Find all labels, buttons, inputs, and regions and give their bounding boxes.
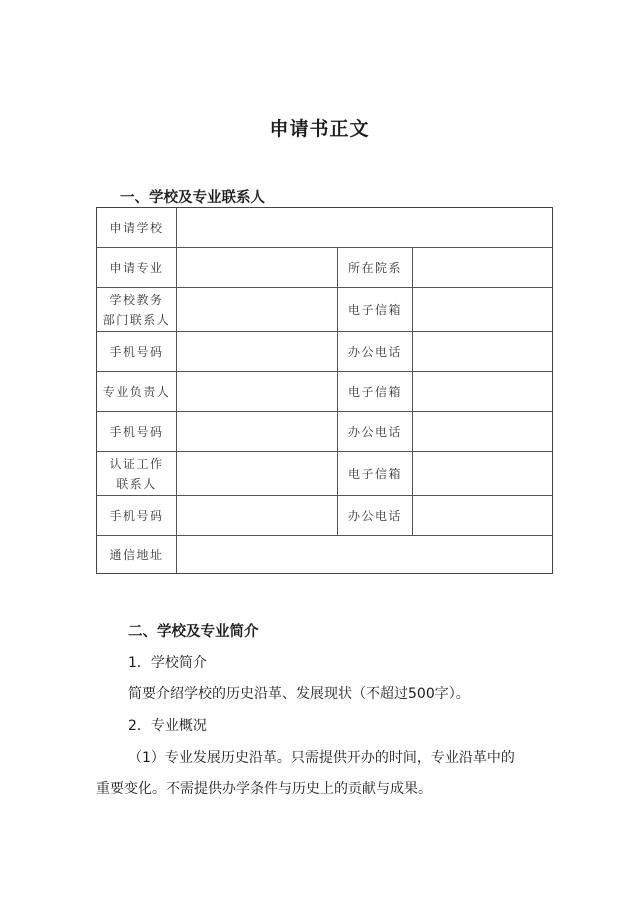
- mobile-label-1: 手机号码: [109, 344, 164, 359]
- college-label: 所在院系: [347, 260, 402, 275]
- mobile-label-3: 手机号码: [109, 508, 164, 523]
- sub1-text: 简要介绍学校的历史沿革、发展现状（不超过500字）。: [128, 686, 470, 702]
- office-phone-label-2: 办公电话: [347, 424, 402, 439]
- office-phone-field-3[interactable]: [413, 496, 552, 535]
- sub2-heading: 2．专业概况: [128, 718, 207, 734]
- sub2-text-line1: （1）专业发展历史沿革。只需提供开办的时间，专业沿革中的: [128, 750, 515, 766]
- office-phone-field-2[interactable]: [413, 412, 552, 451]
- mobile-field-3[interactable]: [177, 496, 337, 535]
- office-phone-label-3: 办公电话: [347, 508, 402, 523]
- major-field[interactable]: [177, 248, 337, 287]
- email-field-3[interactable]: [413, 452, 552, 495]
- sub1-heading: 1．学校简介: [128, 655, 207, 671]
- academic-contact-label: 学校教务 部门联系人: [102, 292, 171, 327]
- section1-heading: 一、学校及专业联系人: [120, 190, 265, 206]
- email-label-3: 电子信箱: [347, 466, 402, 481]
- cert-contact-field[interactable]: [177, 452, 337, 495]
- cert-contact-label: 认证工作 联系人: [109, 456, 164, 491]
- sub2-text-line2: 重要变化。不需提供办学条件与历史上的贡献与成果。: [96, 781, 432, 797]
- college-field[interactable]: [413, 248, 552, 287]
- email-label-1: 电子信箱: [347, 302, 402, 317]
- office-phone-label-1: 办公电话: [347, 344, 402, 359]
- academic-contact-field[interactable]: [177, 288, 337, 331]
- address-label: 通信地址: [109, 547, 164, 562]
- office-phone-field-1[interactable]: [413, 332, 552, 371]
- page-title: 申请书正文: [269, 118, 370, 140]
- major-head-label: 专业负责人: [102, 384, 171, 399]
- email-field-2[interactable]: [413, 372, 552, 411]
- mobile-label-2: 手机号码: [109, 424, 164, 439]
- mobile-field-2[interactable]: [177, 412, 337, 451]
- school-field[interactable]: [177, 208, 552, 247]
- email-label-2: 电子信箱: [347, 384, 402, 399]
- major-head-field[interactable]: [177, 372, 337, 411]
- section2-heading: 二、学校及专业简介: [128, 624, 259, 640]
- major-label: 申请专业: [109, 260, 164, 275]
- email-field-1[interactable]: [413, 288, 552, 331]
- mobile-field-1[interactable]: [177, 332, 337, 371]
- address-field[interactable]: [177, 536, 552, 573]
- school-label: 申请学校: [109, 220, 164, 235]
- contact-table: [96, 207, 553, 574]
